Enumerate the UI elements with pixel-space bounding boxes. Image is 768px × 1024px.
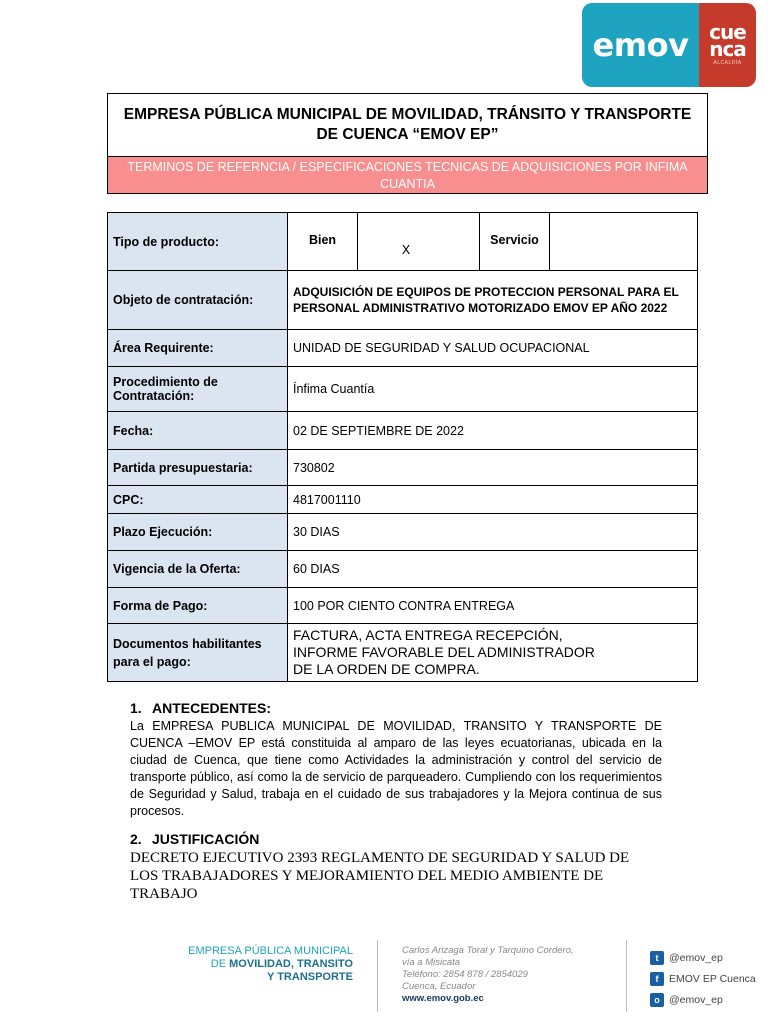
section-number: 2.	[130, 831, 142, 847]
tipo-producto-label: Tipo de producto:	[108, 213, 288, 271]
cuenca-logo-block	[699, 3, 756, 87]
procedimiento-label: Procedimiento de Contratación:	[108, 367, 288, 412]
table-row	[108, 412, 698, 450]
bien-mark: X	[358, 213, 480, 271]
footer-company-name	[175, 945, 353, 984]
table-row	[108, 330, 698, 367]
emov-cuenca-logo	[582, 3, 756, 87]
antecedentes-section	[130, 700, 662, 820]
forma-pago-label: Forma de Pago:	[108, 588, 288, 624]
footer-company-line: EMPRESA PÚBLICA MUNICIPAL	[188, 945, 353, 957]
table-row	[108, 271, 698, 330]
table-row	[108, 486, 698, 514]
documentos-value: FACTURA, ACTA ENTREGA RECEPCIÓN, INFORME FAVORABLE DEL ADMINISTRADOR DE LA ORDEN DE COMPRA.	[288, 624, 698, 682]
objeto-value: ADQUISICIÓN DE EQUIPOS DE PROTECCION PERSONAL PARA EL PERSONAL ADMINISTRATIVO MOTORIZADO EMOV EP AÑO 2022	[288, 271, 698, 330]
table-row	[108, 514, 698, 551]
cpc-label: CPC:	[108, 486, 288, 514]
section-number: 1.	[130, 700, 142, 716]
justificacion-section	[130, 831, 662, 903]
servicio-mark	[550, 213, 698, 271]
twitter-link[interactable]: t @emov_ep	[650, 947, 756, 968]
plazo-value: 30 DIAS	[288, 514, 698, 551]
justificacion-heading	[130, 831, 662, 847]
facebook-icon: f	[650, 972, 664, 986]
table-row	[108, 624, 698, 682]
footer-address	[402, 945, 612, 1005]
table-row	[108, 213, 698, 271]
table-row	[108, 367, 698, 412]
footer-company-line: Y TRANSPORTE	[267, 971, 353, 983]
antecedentes-heading	[130, 700, 662, 716]
section-title: JUSTIFICACIÓN	[152, 831, 260, 847]
footer-company-line: DE MOVILIDAD, TRANSITO	[210, 958, 353, 970]
vigencia-value: 60 DIAS	[288, 551, 698, 588]
website-link[interactable]: www.emov.gob.ec	[402, 993, 484, 1004]
specification-table	[107, 212, 698, 682]
vigencia-label: Vigencia de la Oferta:	[108, 551, 288, 588]
twitter-icon: t	[650, 951, 664, 965]
area-value: UNIDAD DE SEGURIDAD Y SALUD OCUPACIONAL	[288, 330, 698, 367]
bien-label: Bien	[288, 213, 358, 271]
procedimiento-value: Ínfima Cuantía	[288, 367, 698, 412]
table-row	[108, 551, 698, 588]
header-subtitle: TERMINOS DE REFERNCIA / ESPECIFICACIONES TECNICAS DE ADQUISICIONES POR INFIMA CUANTIA	[108, 156, 707, 193]
antecedentes-text: La EMPRESA PUBLICA MUNICIPAL DE MOVILIDAD, TRANSITO Y TRANSPORTE DE CUENCA –EMOV EP está constituida al amparo de las leyes ecuatorianas, ubicada en la ciudad de Cuenca, que tiene como Actividades la administración y control del servicio de transporte público, así como la de servicio de parqueadero. Cumpliendo con los requerimientos de Seguridad y Salud, trabaja en el cuidado de sus trabajadores y la Mejora continua de sus procesos.	[130, 719, 662, 818]
partida-value: 730802	[288, 450, 698, 486]
social-links	[650, 947, 756, 1010]
forma-pago-value: 100 POR CIENTO CONTRA ENTREGA	[288, 588, 698, 624]
facebook-link[interactable]: f EMOV EP Cuenca	[650, 968, 756, 989]
address-line: Carlos Arizaga Toral y Tarquino Cordero,	[402, 945, 574, 956]
servicio-label: Servicio	[480, 213, 550, 271]
address-line: vía a Misicata	[402, 957, 461, 968]
table-row	[108, 588, 698, 624]
address-line: Cuenca, Ecuador	[402, 981, 476, 992]
instagram-icon: o	[650, 993, 664, 1007]
address-line: Teléfono: 2854 878 / 2854029	[402, 969, 528, 980]
plazo-label: Plazo Ejecución:	[108, 514, 288, 551]
justificacion-text: DECRETO EJECUTIVO 2393 REGLAMENTO DE SEGURIDAD Y SALUD DE LOS TRABAJADORES Y MEJORAMIENTO DEL MEDIO AMBIENTE DE TRABAJO	[130, 850, 630, 902]
emov-logo-text: emov	[582, 3, 699, 87]
document-header	[107, 93, 708, 194]
footer-divider	[626, 940, 627, 1012]
table-row	[108, 450, 698, 486]
fecha-value: 02 DE SEPTIEMBRE DE 2022	[288, 412, 698, 450]
partida-label: Partida presupuestaria:	[108, 450, 288, 486]
area-label: Área Requirente:	[108, 330, 288, 367]
documentos-label: Documentos habilitantes para el pago:	[108, 624, 288, 682]
alcaldia-label: ALCALDÍA	[713, 60, 742, 66]
objeto-label: Objeto de contratación:	[108, 271, 288, 330]
footer-divider	[377, 940, 378, 1012]
cuenca-logo-text: cuenca	[709, 20, 746, 61]
cpc-value: 4817001110	[288, 486, 698, 514]
fecha-label: Fecha:	[108, 412, 288, 450]
section-title: ANTECEDENTES:	[152, 700, 272, 716]
header-title: EMPRESA PÚBLICA MUNICIPAL DE MOVILIDAD, TRÁNSITO Y TRANSPORTE DE CUENCA “EMOV EP”	[123, 106, 692, 143]
instagram-link[interactable]: o @emov_ep	[650, 989, 756, 1010]
